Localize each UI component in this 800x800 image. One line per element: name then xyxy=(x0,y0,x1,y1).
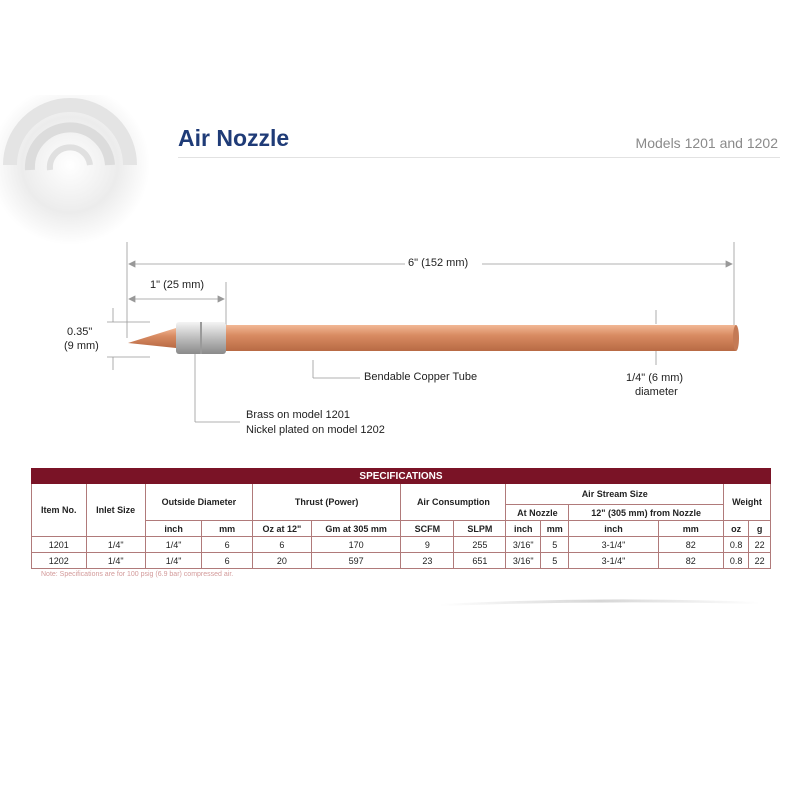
table-cell: 0.8 xyxy=(723,537,748,553)
table-row xyxy=(32,537,771,553)
header-air-stream: Air Stream Size xyxy=(506,484,724,505)
table-cell: 5 xyxy=(541,537,569,553)
table-cell: 6 xyxy=(202,553,253,569)
models-subtitle: Models 1201 and 1202 xyxy=(635,135,778,151)
unit-cell: SCFM xyxy=(401,521,454,537)
header-weight: Weight xyxy=(723,484,770,521)
unit-cell: mm xyxy=(202,521,253,537)
tube-diameter-label-2: diameter xyxy=(635,386,678,398)
table-cell: 3/16" xyxy=(506,537,541,553)
nozzle-drawing xyxy=(0,230,800,450)
table-cell: 3/16" xyxy=(506,553,541,569)
table-cell: 82 xyxy=(658,553,723,569)
table-cell: 1/4" xyxy=(86,553,145,569)
table-cell: 1/4" xyxy=(86,537,145,553)
table-cell: 22 xyxy=(749,553,771,569)
unit-cell: mm xyxy=(541,521,569,537)
table-cell: 255 xyxy=(454,537,506,553)
table-cell: 82 xyxy=(658,537,723,553)
header-air-consumption: Air Consumption xyxy=(401,484,506,521)
table-cell: 9 xyxy=(401,537,454,553)
overall-length-label: 6" (152 mm) xyxy=(408,257,469,269)
table-cell: 6 xyxy=(202,537,253,553)
unit-cell: mm xyxy=(658,521,723,537)
tip-diameter-label-2: (9 mm) xyxy=(64,340,99,352)
table-cell: 170 xyxy=(311,537,401,553)
table-cell: 22 xyxy=(749,537,771,553)
header-item: Item No. xyxy=(32,484,87,537)
unit-cell: Oz at 12" xyxy=(252,521,311,537)
title-divider xyxy=(178,157,780,158)
header-outside-diameter: Outside Diameter xyxy=(145,484,252,521)
table-cell: 0.8 xyxy=(723,553,748,569)
unit-cell: SLPM xyxy=(454,521,506,537)
unit-cell: inch xyxy=(506,521,541,537)
fitting-label-2: Nickel plated on model 1202 xyxy=(246,424,385,436)
tube-diameter-label-1: 1/4" (6 mm) xyxy=(626,372,684,384)
tube-label: Bendable Copper Tube xyxy=(364,371,478,383)
table-cell: 1201 xyxy=(32,537,87,553)
table-cell: 3-1/4" xyxy=(569,537,658,553)
table-cell: 3-1/4" xyxy=(569,553,658,569)
tip-diameter-label-1: 0.35" xyxy=(67,326,93,338)
page-title: Air Nozzle xyxy=(178,125,290,151)
specifications-table xyxy=(31,468,771,569)
unit-cell: Gm at 305 mm xyxy=(311,521,401,537)
table-banner: SPECIFICATIONS xyxy=(32,469,771,484)
unit-cell: inch xyxy=(145,521,202,537)
table-row xyxy=(32,553,771,569)
spec-note: Note: Specifications are for 100 psig (6.9 bar) compressed air. xyxy=(41,571,234,578)
table-cell: 651 xyxy=(454,553,506,569)
table-cell: 23 xyxy=(401,553,454,569)
header-stream-at-nozzle: At Nozzle xyxy=(506,505,569,521)
table-cell: 20 xyxy=(252,553,311,569)
unit-cell: g xyxy=(749,521,771,537)
table-cell: 597 xyxy=(311,553,401,569)
header-thrust: Thrust (Power) xyxy=(252,484,401,521)
tip-length-label: 1" (25 mm) xyxy=(150,279,205,291)
unit-cell: inch xyxy=(569,521,658,537)
table-cell: 5 xyxy=(541,553,569,569)
table-cell: 6 xyxy=(252,537,311,553)
decorative-streak xyxy=(440,596,760,606)
table-cell: 1/4" xyxy=(145,537,202,553)
unit-cell: oz xyxy=(723,521,748,537)
fitting-label-1: Brass on model 1201 xyxy=(246,409,350,421)
header-inlet: Inlet Size xyxy=(86,484,145,537)
table-cell: 1202 xyxy=(32,553,87,569)
nozzle-diagram xyxy=(0,230,800,450)
header-stream-12in: 12" (305 mm) from Nozzle xyxy=(569,505,724,521)
table-cell: 1/4" xyxy=(145,553,202,569)
